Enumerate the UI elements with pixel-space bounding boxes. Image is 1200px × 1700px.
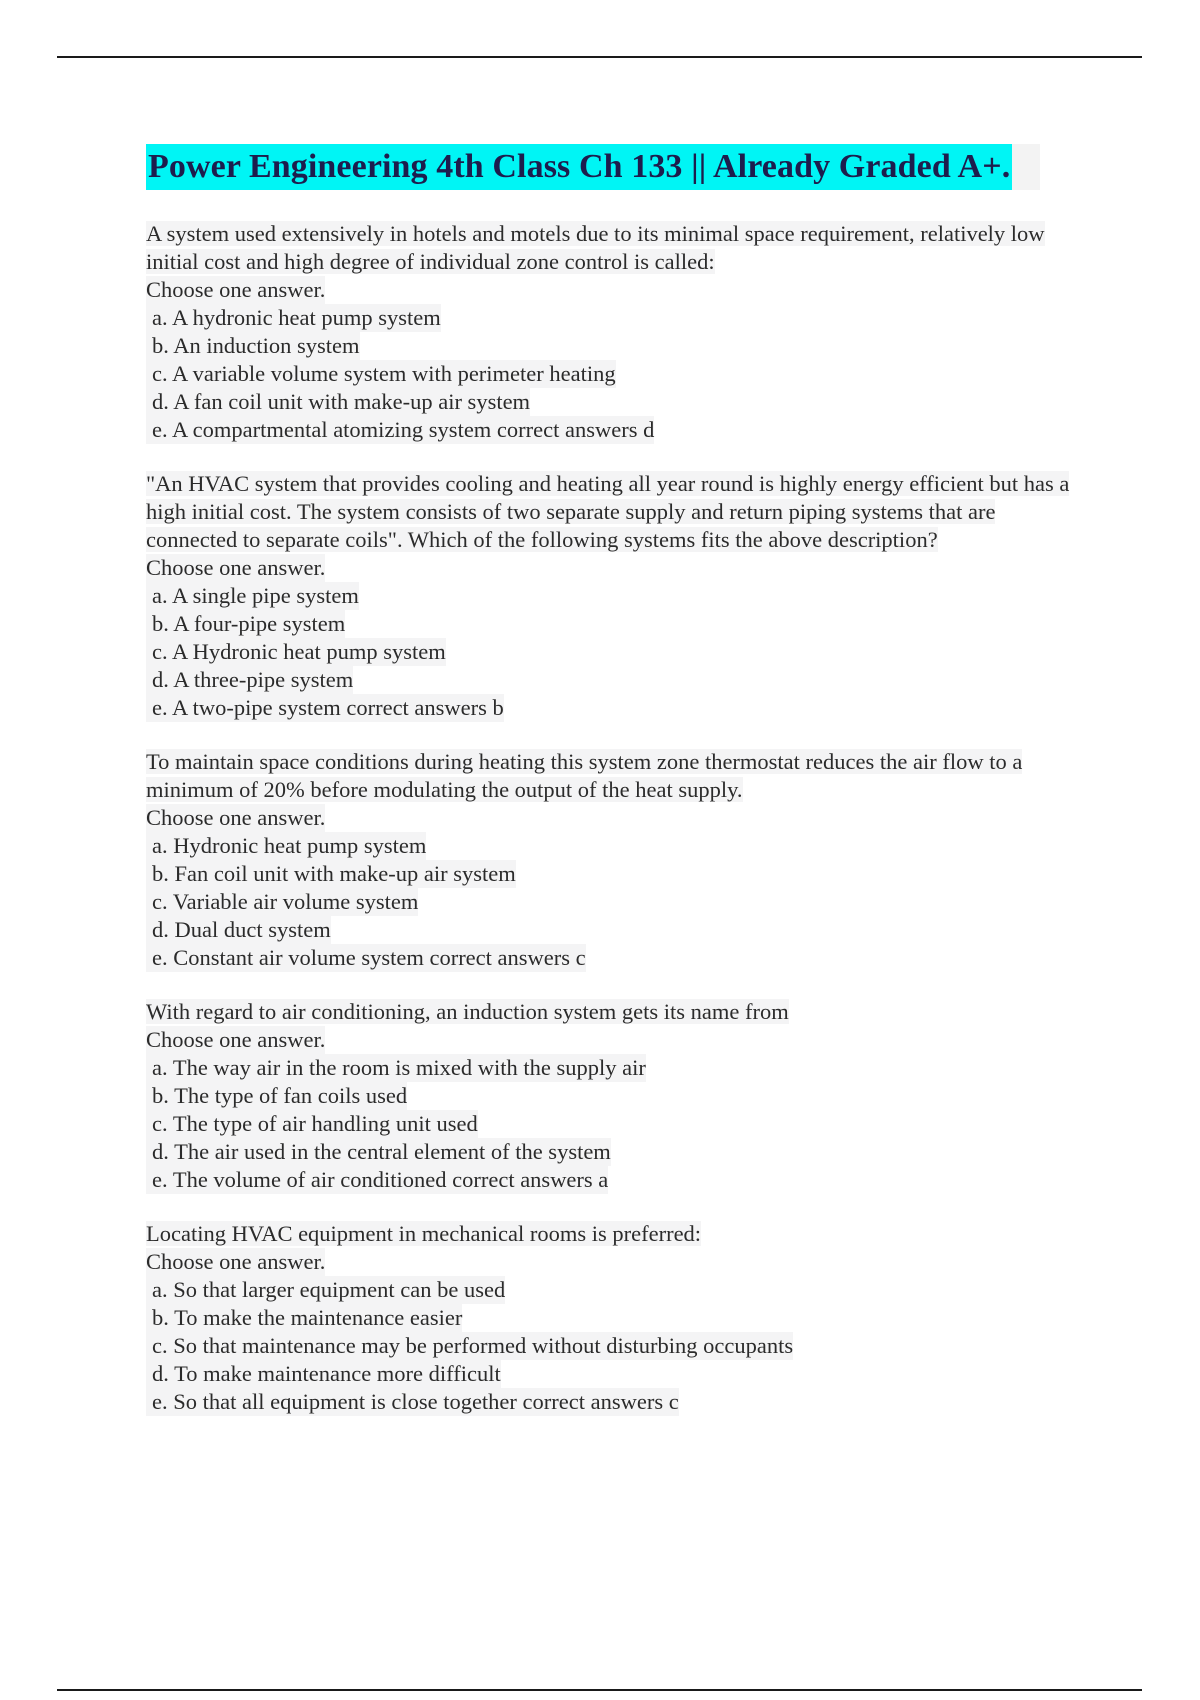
question-prompt-text: To maintain space conditions during heating this system zone thermostat reduces the air flow to a minimum of 20% before modulating the output of the heat supply. [146,749,1023,802]
option-e: e. So that all equipment is close together correct answers c [146,1388,679,1416]
option-c: c. A Hydronic heat pump system [146,638,446,666]
option-e: e. A compartmental atomizing system correct answers d [146,416,654,444]
question-prompt-text: "An HVAC system that provides cooling and heating all year round is highly energy efficient but has a high initial cost. The system consists of two separate supply and return piping systems that are connected to separate coils". Which of the following systems fits the above description? [146,471,1070,552]
option-b: b. Fan coil unit with make-up air system [146,860,516,888]
question-1-prompt [146,220,1086,276]
question-prompt-text: A system used extensively in hotels and motels due to its minimal space requirement, relatively low initial cost and high degree of individual zone control is called: [146,221,1045,274]
option-b: b. The type of fan coils used [146,1082,407,1110]
question-3-prompt [146,748,1086,804]
document-title: Power Engineering 4th Class Ch 133 || Already Graded A+. [146,144,1012,190]
option-a: a. So that larger equipment can be used [146,1276,505,1304]
option-e: e. The volume of air conditioned correct answers a [146,1166,608,1194]
question-3 [146,748,1086,972]
question-prompt-text: With regard to air conditioning, an induction system gets its name from [146,999,789,1024]
question-1 [146,220,1086,444]
question-3-instruction: Choose one answer. [146,805,326,830]
option-b: b. To make the maintenance easier [146,1304,462,1332]
question-5-prompt [146,1220,1086,1248]
question-2 [146,470,1086,722]
question-5 [146,1220,1086,1416]
header-rule [57,56,1142,58]
option-a: a. The way air in the room is mixed with the supply air [146,1054,646,1082]
question-2-prompt [146,470,1086,554]
question-1-instruction: Choose one answer. [146,277,326,302]
option-d: d. The air used in the central element of the system [146,1138,611,1166]
option-d: d. To make maintenance more difficult [146,1360,501,1388]
option-a: a. A single pipe system [146,582,359,610]
option-c: c. A variable volume system with perimeter heating [146,360,616,388]
option-e: e. Constant air volume system correct answers c [146,944,586,972]
option-b: b. A four-pipe system [146,610,345,638]
option-b: b. An induction system [146,332,360,360]
footer-rule [57,1689,1142,1691]
option-a: a. Hydronic heat pump system [146,832,426,860]
option-c: c. Variable air volume system [146,888,418,916]
question-2-instruction: Choose one answer. [146,555,326,580]
option-c: c. So that maintenance may be performed without disturbing occupants [146,1332,793,1360]
question-5-instruction: Choose one answer. [146,1249,326,1274]
option-d: d. A fan coil unit with make-up air system [146,388,530,416]
question-4-instruction: Choose one answer. [146,1027,326,1052]
option-a: a. A hydronic heat pump system [146,304,441,332]
question-4-prompt [146,998,1086,1026]
option-e: e. A two-pipe system correct answers b [146,694,504,722]
option-d: d. A three-pipe system [146,666,353,694]
question-4 [146,998,1086,1194]
option-c: c. The type of air handling unit used [146,1110,478,1138]
question-prompt-text: Locating HVAC equipment in mechanical rooms is preferred: [146,1221,702,1246]
document-body [146,144,1086,1442]
option-d: d. Dual duct system [146,916,331,944]
title-row [146,144,1040,190]
